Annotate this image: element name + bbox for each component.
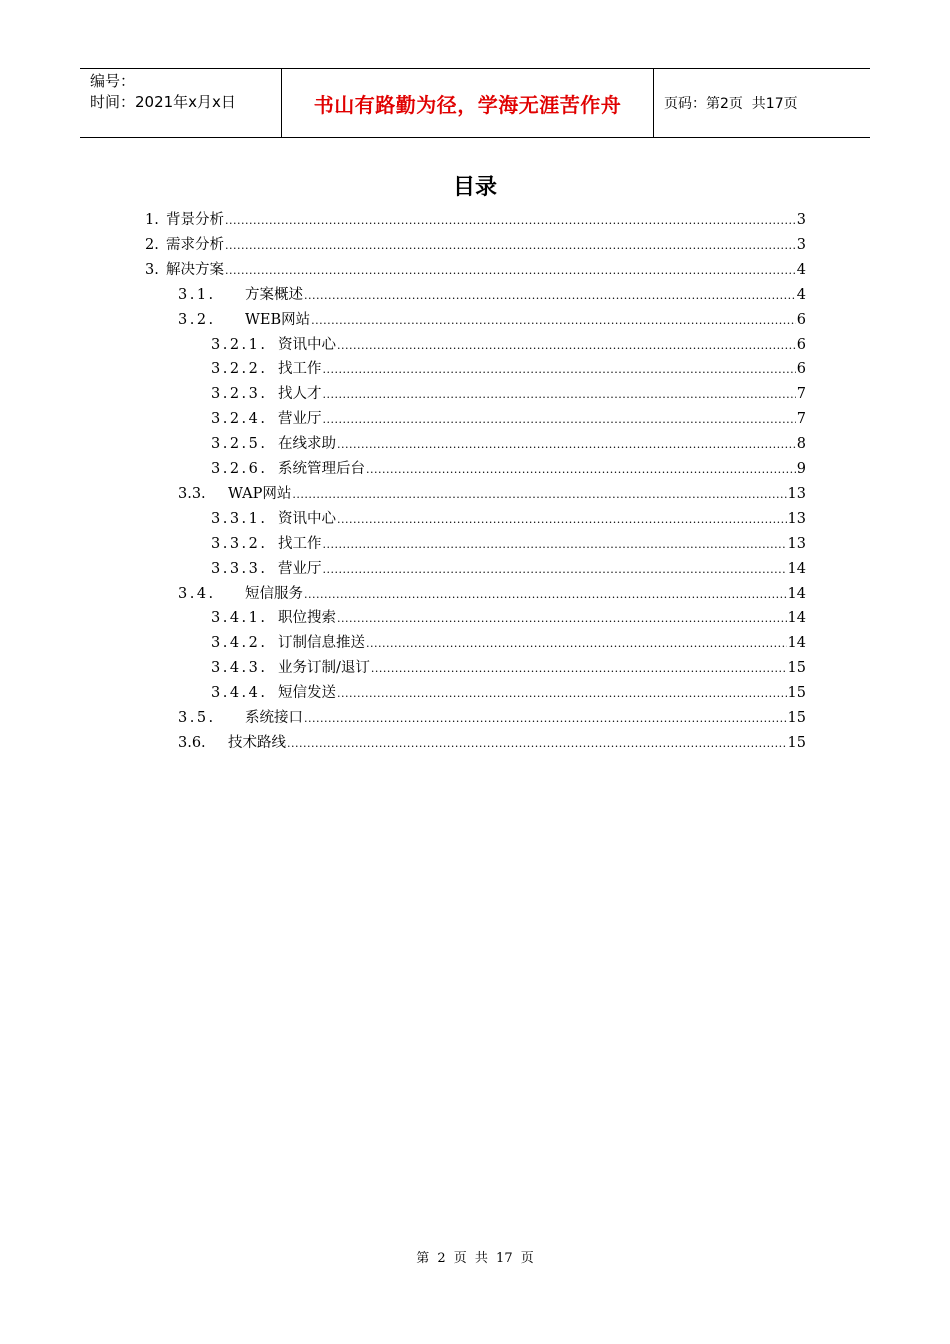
toc-entry-title: 职位搜索	[278, 610, 336, 627]
document-time-label: 时间：2021年x月x日	[90, 93, 236, 111]
toc-entry-page: 14	[787, 610, 806, 627]
toc-entry-number: 3.3.	[178, 485, 206, 502]
toc-entry[interactable]	[211, 532, 806, 557]
toc-dot-leader	[304, 588, 787, 601]
toc-dot-leader	[337, 513, 787, 526]
toc-dot-leader	[292, 488, 786, 501]
toc-entry-number: 3.4.	[178, 585, 216, 602]
toc-entry-title: 短信服务	[245, 585, 303, 602]
toc-entry-title: 业务订制/退订	[278, 660, 370, 677]
toc-dot-leader	[323, 538, 787, 551]
toc-dot-leader	[337, 612, 787, 625]
toc-dot-leader	[323, 388, 796, 401]
toc-entry-page: 13	[787, 510, 806, 527]
toc-entry-number: 3.	[145, 261, 159, 278]
toc-entry-page: 4	[796, 286, 806, 303]
toc-entry-number: 3.4.4.	[211, 685, 268, 702]
toc-dot-leader	[304, 712, 787, 725]
toc-entry[interactable]	[178, 283, 806, 308]
toc-entry-number: 3.3.3.	[211, 560, 268, 577]
toc-entry-page: 6	[796, 311, 806, 328]
toc-entry-page: 13	[787, 485, 806, 502]
page-header	[80, 68, 870, 138]
header-meta	[80, 69, 281, 137]
toc-entry-title: 资讯中心	[278, 510, 336, 527]
toc-entry-title: 找人才	[278, 386, 322, 403]
toc-entry-page: 4	[796, 261, 806, 278]
toc-entry[interactable]	[211, 457, 806, 482]
toc-entry-title: 找工作	[278, 535, 322, 552]
toc-entry-title: 在线求助	[278, 436, 336, 453]
toc-dot-leader	[287, 737, 787, 750]
toc-dot-leader	[366, 637, 787, 650]
toc-entry-number: 3.4.1.	[211, 610, 268, 627]
toc-dot-leader	[323, 363, 796, 376]
document-number-label: 编号：	[90, 72, 136, 90]
toc-entry-page: 13	[787, 535, 806, 552]
toc-entry-title: 系统管理后台	[278, 461, 365, 477]
toc-entry-title: WAP网站	[228, 485, 292, 502]
toc-dot-leader	[225, 239, 796, 252]
toc-title: 目录	[452, 175, 497, 200]
toc-entry-page: 8	[796, 436, 806, 453]
toc-entry-title: 营业厅	[278, 411, 322, 428]
page-footer: 第 2 页 共 17 页	[416, 1251, 534, 1266]
toc-entry[interactable]	[211, 507, 806, 532]
toc-entry-page: 15	[787, 734, 806, 751]
toc-entry-number: 3.3.2.	[211, 535, 268, 552]
toc-dot-leader	[323, 413, 796, 426]
toc-entry-page: 14	[787, 560, 806, 577]
toc-entry[interactable]	[211, 557, 806, 582]
toc-entry-title: 方案概述	[245, 286, 303, 303]
toc-entry[interactable]	[145, 258, 806, 283]
toc-entry[interactable]	[178, 308, 806, 333]
toc-entry[interactable]	[211, 606, 806, 631]
toc-entry-number: 3.4.2.	[211, 635, 268, 652]
toc-entry-page: 15	[787, 660, 806, 677]
toc-entry[interactable]	[178, 706, 806, 731]
toc-dot-leader	[366, 463, 796, 476]
toc-entry-number: 3.6.	[178, 734, 206, 751]
toc-entry-page: 14	[787, 635, 806, 652]
toc-entry-number: 1.	[145, 212, 159, 228]
toc-entry-page: 3	[796, 212, 806, 228]
toc-entry-title: 订制信息推送	[278, 635, 365, 652]
toc-entry-title: 技术路线	[228, 734, 286, 751]
toc-entry-page: 7	[796, 411, 806, 428]
toc-entry[interactable]	[211, 382, 806, 407]
toc-entry[interactable]	[211, 631, 806, 656]
toc-entry[interactable]	[178, 482, 806, 507]
toc-dot-leader	[225, 214, 796, 227]
page-info-text: 页码：第2页 共17页	[664, 96, 798, 112]
header-motto	[281, 69, 654, 137]
toc-entry[interactable]	[211, 333, 806, 358]
motto-text: 书山有路勤为径，学海无涯苦作舟	[313, 92, 622, 117]
toc-entry-page: 3	[796, 236, 806, 253]
toc-entry-page: 9	[796, 461, 806, 477]
toc-entry-title: 营业厅	[278, 560, 322, 577]
toc-entry-title: 找工作	[278, 361, 322, 378]
toc-entry[interactable]	[178, 731, 806, 756]
toc-entry-page: 7	[796, 386, 806, 403]
toc-entry[interactable]	[211, 357, 806, 382]
toc-dot-leader	[337, 687, 787, 700]
toc-entry-number: 3.2.6.	[211, 461, 268, 477]
toc-entry-number: 3.4.3.	[211, 660, 268, 677]
toc-entry-title: 短信发送	[278, 685, 336, 702]
toc-entry-page: 6	[796, 336, 806, 353]
toc-entry-title: 解决方案	[166, 261, 224, 278]
toc-dot-leader	[323, 563, 787, 576]
toc-entry[interactable]	[211, 432, 806, 457]
toc-entry[interactable]	[211, 681, 806, 706]
toc-entry[interactable]	[211, 656, 806, 681]
toc-entry-number: 3.2.5.	[211, 436, 268, 453]
toc-entry-number: 3.2.2.	[211, 361, 268, 378]
toc-dot-leader	[337, 339, 796, 352]
toc-entry[interactable]	[145, 208, 806, 233]
toc-entry-number: 3.5.	[178, 710, 216, 726]
toc-entry-page: 15	[787, 710, 806, 726]
toc-entry[interactable]	[145, 233, 806, 258]
toc-dot-leader	[337, 438, 796, 451]
toc-entry-title: 资讯中心	[278, 336, 336, 353]
toc-dot-leader	[304, 289, 796, 302]
toc-entry[interactable]	[211, 407, 806, 432]
toc-entry[interactable]	[178, 582, 806, 607]
toc-entry-number: 3.1.	[178, 286, 216, 303]
toc-entry-title: WEB网站	[245, 311, 311, 328]
toc-entry-title: 需求分析	[166, 236, 224, 253]
toc-dot-leader	[225, 264, 796, 277]
toc-entry-title: 背景分析	[166, 212, 224, 228]
toc-entry-number: 3.3.1.	[211, 510, 268, 527]
toc-dot-leader	[311, 314, 796, 327]
toc-entry-number: 3.2.1.	[211, 336, 268, 353]
toc-entry-title: 系统接口	[245, 710, 303, 726]
toc-entry-number: 2.	[145, 236, 159, 253]
toc-entry-number: 3.2.3.	[211, 386, 268, 403]
header-page-info	[654, 69, 870, 137]
toc-entry-page: 15	[787, 685, 806, 702]
toc-entry-number: 3.2.4.	[211, 411, 268, 428]
toc-dot-leader	[371, 662, 787, 675]
toc-entry-page: 6	[796, 361, 806, 378]
toc-entry-page: 14	[787, 585, 806, 602]
toc-entry-number: 3.2.	[178, 311, 216, 328]
